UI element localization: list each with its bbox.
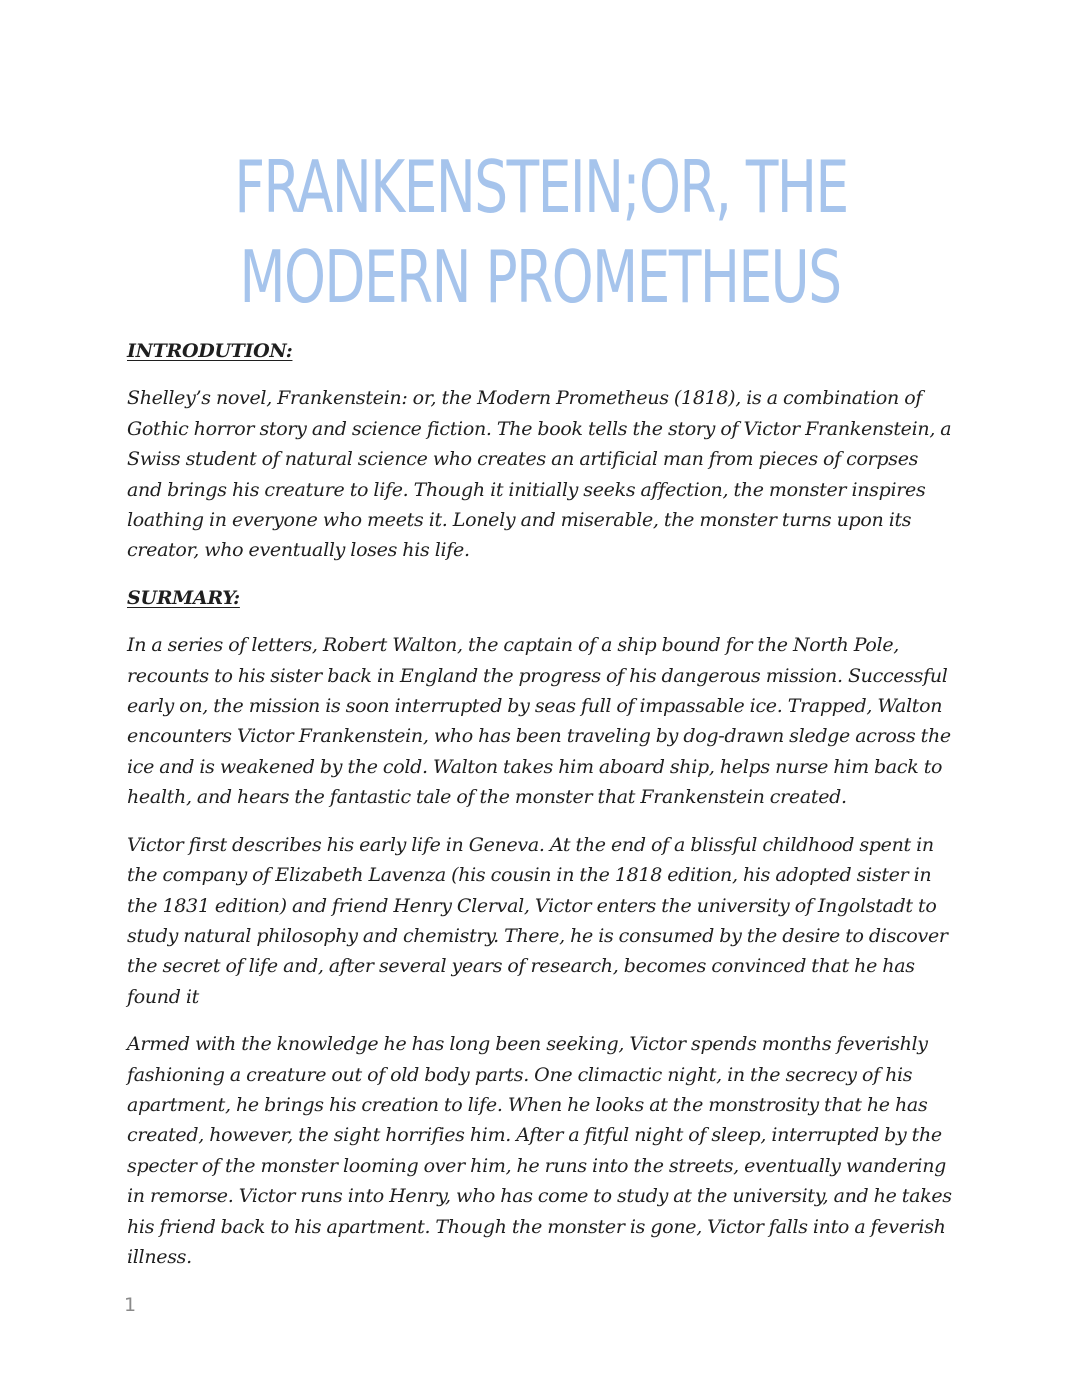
page-number: 1 <box>124 1294 137 1316</box>
section-introduction <box>127 336 957 566</box>
summary-paragraph-1: In a series of letters, Robert Walton, the captain of a ship bound for the North Pole, recounts to his sister back in England the progress of his dangerous mission. Successful early on, the mission is soon interrupted by seas full of impassable ice. Trapped, Walton encounters Victor Frankenstein, who has been traveling by dog-drawn sledge across the ice and is weakened by the cold. Walton takes him aboard ship, helps nurse him back to health, and hears the fantastic tale of the monster that Frankenstein created. <box>127 634 951 809</box>
title-line-1: FRANKENSTEIN;OR, THE <box>234 145 848 229</box>
title-line-2: MODERN PROMETHEUS <box>239 235 841 319</box>
document-title <box>234 142 848 322</box>
summary-paragraph-3: Armed with the knowledge he has long been seeking, Victor spends months feverishly fashioning a creature out of old body parts. One climactic night, in the secrecy of his apartment, he brings his creation to life. When he looks at the monstrosity that he has created, however, the sight horrifies him. After a fitful night of sleep, interrupted by the specter of the monster looming over him, he runs into the streets, eventually wandering in remorse. Victor runs into Henry, who has come to study at the university, and he takes his friend back to his apartment. Though the monster is gone, Victor falls into a feverish illness. <box>127 1033 952 1268</box>
section-heading-summary: SURMARY: <box>127 586 240 609</box>
introduction-paragraph: Shelley’s novel, Frankenstein: or, the Modern Prometheus (1818), is a combination of Gothic horror story and science fiction. The book tells the story of Victor Frankenstein, a Swiss student of natural science who creates an artificial man from pieces of corpses and brings his creature to life. Though it initially seeks affection, the monster inspires loathing in everyone who meets it. Lonely and miserable, the monster turns upon its creator, who eventually loses his life. <box>127 387 952 562</box>
document-body <box>127 336 957 1289</box>
summary-paragraph-2: Victor first describes his early life in Geneva. At the end of a blissful childhood spent in the company of Elizabeth Lavenza (his cousin in the 1818 edition, his adopted sister in the 1831 edition) and friend Henry Clerval, Victor enters the university of Ingolstadt to study natural philosophy and chemistry. There, he is consumed by the desire to discover the secret of life and, after several years of research, becomes convinced that he has found it <box>127 833 948 1008</box>
section-heading-introduction: INTRODUTION: <box>127 340 293 362</box>
section-summary <box>127 583 957 1273</box>
